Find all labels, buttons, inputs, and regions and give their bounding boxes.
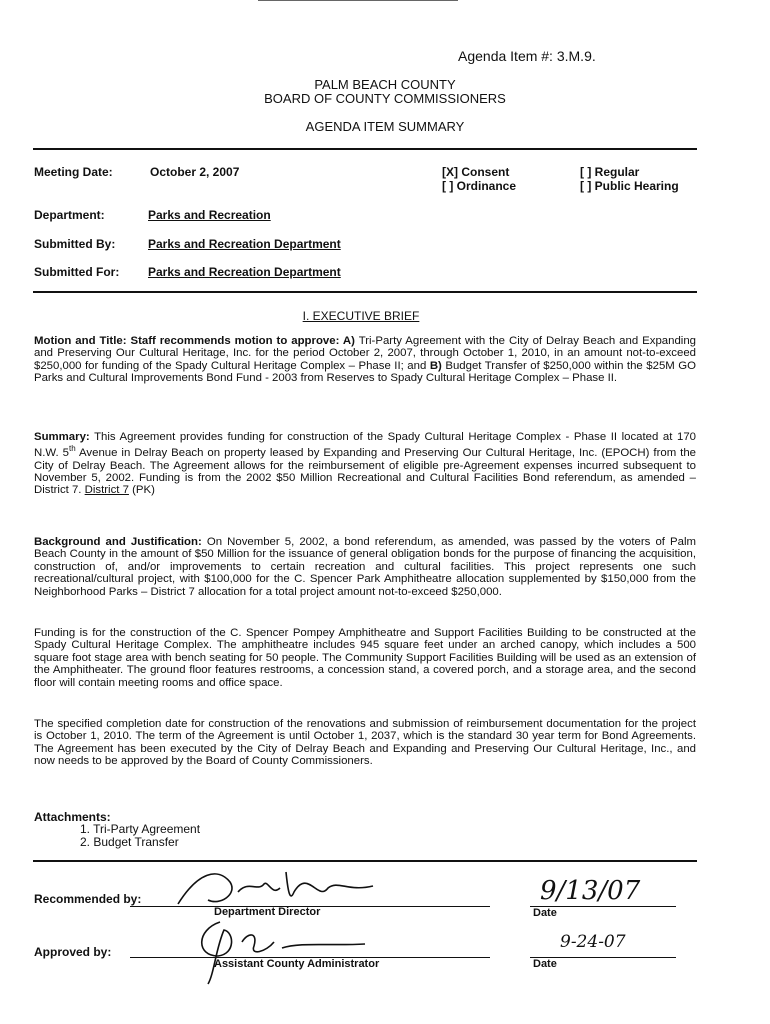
summary-title: AGENDA ITEM SUMMARY	[305, 119, 465, 134]
header-divider	[33, 148, 697, 150]
meeting-date-value: October 2, 2007	[150, 165, 240, 179]
county-name: PALM BEACH COUNTY	[314, 77, 456, 92]
attachment-item: 1. Tri-Party Agreement	[80, 822, 201, 836]
attachments-label: Attachments:	[34, 810, 111, 824]
approved-title: Assistant County Administrator	[214, 958, 380, 970]
approved-date-label: Date	[533, 958, 557, 970]
ordinance-checkbox: [ ] Ordinance	[442, 179, 517, 193]
summary-superscript: th	[69, 444, 76, 454]
summary-label: Summary:	[34, 431, 90, 443]
regular-checkbox: [ ] Regular	[580, 165, 640, 179]
administrator-signature	[190, 912, 390, 988]
department-value: Parks and Recreation	[148, 208, 271, 222]
funding-paragraph: Funding is for the construction of the C. Spencer Pompey Amphitheatre and Support Facilities Building to be constructed at the Spady Cultural Heritage Complex. The amphitheatre includes 945 square feet under an arched canopy, which includes a 500 square foot stage area with bench seating for 50 people. The Community Support Facilities Building will be used as an extension of the Amphitheater. The ground floor features restrooms, a concession stand, a covered porch, and a storage area, and the second floor will contain meeting rooms and office space.	[34, 627, 696, 689]
meeting-date-label: Meeting Date:	[34, 165, 113, 179]
submitted-by-value: Parks and Recreation Department	[148, 237, 341, 251]
recommended-date-label: Date	[533, 907, 557, 919]
summary-district: District 7	[84, 484, 129, 497]
motion-text-b: Budget Transfer of $250,000 within the $25M GO Parks and Cultural Improvements Bond Fund - 2003 from Reserves to Spady Cultural Heritage Complex – Phase II.	[34, 359, 696, 385]
motion-label: Motion and Title: Staff recommends motion to approve: A)	[34, 335, 355, 347]
recommended-date-value: 9/13/07	[540, 876, 641, 906]
submitted-by-label: Submitted By:	[34, 237, 116, 251]
submitted-for-label: Submitted For:	[34, 265, 120, 279]
top-rule	[258, 0, 458, 1]
completion-paragraph: The specified completion date for construction of the renovations and submission of reimbursement documentation for the project is October 1, 2010. The term of the Agreement is until October 1, 2037, which is the standard 30 year term for Bond Agreements. The Agreement has been executed by the City of Delray Beach and Expanding and Preserving Our Cultural Heritage, Inc., and now needs to be approved by the Board of County Commissioners.	[34, 718, 696, 768]
agenda-item-number: Agenda Item #: 3.M.9.	[458, 48, 596, 64]
motion-paragraph	[34, 335, 696, 385]
submitted-for-value: Parks and Recreation Department	[148, 265, 341, 279]
motion-b-label: B)	[429, 359, 442, 372]
approved-by-label: Approved by:	[34, 945, 112, 959]
director-signature	[168, 862, 388, 912]
background-label: Background and Justification:	[34, 536, 202, 548]
public-hearing-checkbox: [ ] Public Hearing	[580, 179, 679, 193]
summary-text-2: Avenue in Delray Beach on property leased by Expanding and Preserving Our Cultural Heritage, Inc. (EPOCH) from the City of Delray Beach. The Agreement allows for the reimbursement of eligible pre-Agreement expenses incurred subsequent to November 5, 2002. Funding is from the 2002 $50 Million Recreational and Cultural Facilities Bond referendum, as amended – District 7.	[34, 447, 696, 497]
background-text: On November 5, 2002, a bond referendum, as amended, was passed by the voters of Palm Beach County in the amount of $50 Million for the issuance of general obligation bonds for the purpose of financing the acquisition, construction of, and/or improvements to certain recreation and cultural facilities. This project represents one such recreational/cultural project, with $100,000 for the C. Spencer Park Amphitheatre allocation supplemented by $150,000 from the Neighborhood Parks – District 7 allocation for a total project amount not-to-exceed $250,000.	[34, 536, 696, 598]
summary-text-1: This Agreement provides funding for construction of the Spady Cultural Heritage Complex - Phase II located at 170 N.W. 5	[34, 431, 696, 460]
consent-checkbox: [X] Consent	[442, 165, 510, 179]
recommended-by-label: Recommended by:	[34, 892, 142, 906]
attachment-item: 2. Budget Transfer	[80, 835, 179, 849]
department-label: Department:	[34, 208, 105, 222]
board-name: BOARD OF COUNTY COMMISSIONERS	[264, 91, 506, 106]
background-paragraph	[34, 536, 696, 598]
summary-paragraph	[34, 431, 696, 497]
summary-suffix: (PK)	[128, 484, 155, 497]
executive-brief-title: I. EXECUTIVE BRIEF	[302, 309, 420, 323]
section-divider	[33, 291, 697, 293]
motion-text-a: Tri-Party Agreement with the City of Delray Beach and Expanding and Preserving Our Cultural Heritage, Inc. for the period October 2, 2007, through October 1, 2010, in an amount not-to-exceed $250,000 for funding of the Spady Cultural Heritage Complex – Phase II; and	[34, 335, 696, 372]
approved-date-value: 9-24-07	[560, 932, 626, 952]
recommended-title: Department Director	[214, 906, 321, 918]
